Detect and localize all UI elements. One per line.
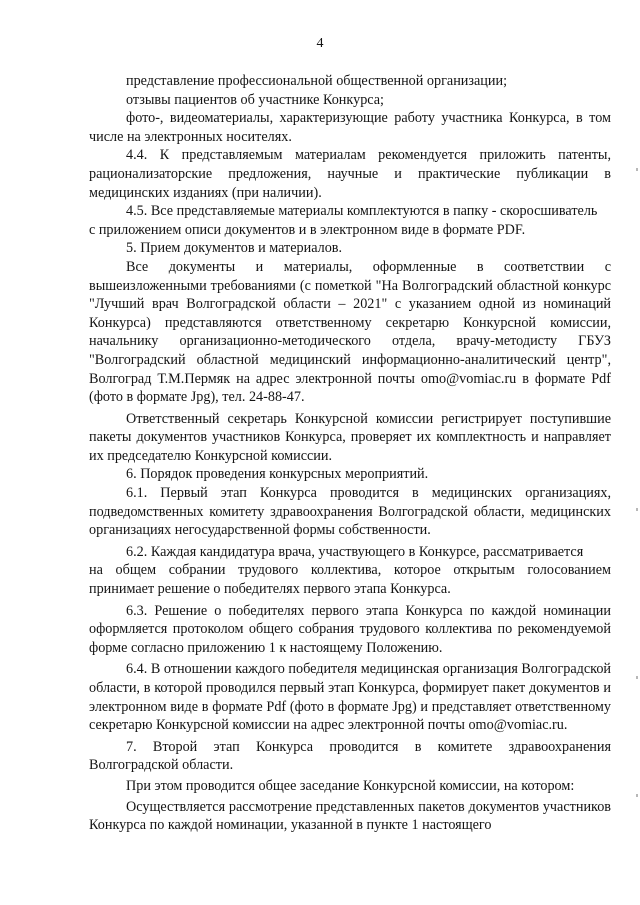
scan-edge-mark [636, 676, 638, 679]
paragraph-4-5: 4.5. Все представляемые материалы комплектуются в папку - скоросшиватель [126, 203, 598, 220]
scan-edge-mark [636, 794, 638, 797]
paragraph-4-5-continued: с приложением описи документов и в электронном виде в формате PDF. [89, 221, 526, 238]
paragraph-4-4: 4.4. К представляемым материалам рекомендуется приложить патенты, рационализаторские предложения, научные и практические публикации в медицинских изданиях (при наличии). [89, 147, 611, 201]
scan-edge-mark [636, 168, 638, 171]
document-body [89, 72, 611, 835]
paragraph-7-review: Осуществляется рассмотрение представленных пакетов документов участников Конкурса по каждой номинации, указанной в пункте 1 настоящего [89, 798, 611, 834]
paragraph-6-4: 6.4. В отношении каждого победителя медицинская организация Волгоградской области, в которой проводился первый этап Конкурса, формирует пакет документов и электронном виде в формате Pdf (фото в формате Jpg) и представляет ответственному секретарю Конкурсной комиссии на адрес электронной почты omo@vomiac.ru. [89, 661, 611, 734]
paragraph-patient-reviews: отзывы пациентов об участнике Конкурса; [126, 91, 384, 108]
paragraph-5-secretary: Ответственный секретарь Конкурсной комиссии регистрирует поступившие пакеты документов участников Конкурса, проверяет их комплектность и направляет их председателю Конкурсной комиссии. [89, 410, 611, 464]
paragraph-6-3: 6.3. Решение о победителях первого этапа Конкурса по каждой номинации оформляется протоколом общего собрания трудового коллектива по рекомендуемой форме согласно приложению 1 к настоящему Положению. [89, 602, 611, 656]
paragraph-5-submission: Все документы и материалы, оформленные в соответствии с вышеизложенными требованиями (с пометкой "На Волгоградский областной конкурс "Лучший врач Волгоградской области – 2021" с указанием одной из номинаций Конкурса) представляются ответственному секретарю Конкурсной комиссии, начальнику организационно-методического отдела, врачу-методисту ГБУЗ "Волгоградский областной медицинский информационно-аналитический центр", Волгоград Т.М.Пермяк на адрес электронной почты omo@vomiac.ru в формате Pdf (фото в формате Jpg), тел. 24-88-47. [89, 258, 611, 406]
scan-edge-mark [636, 508, 638, 511]
paragraph-6-2-continued: на общем собрании трудового коллектива, которое открытым голосованием принимает решение о победителях первого этапа Конкурса. [89, 562, 611, 598]
paragraph-6-1: 6.1. Первый этап Конкурса проводится в медицинских организациях, подведомственных комитету здравоохранения Волгоградской области, медицинских организациях негосударственной формы собственности. [89, 485, 611, 539]
section-heading-5: 5. Прием документов и материалов. [126, 240, 343, 257]
paragraph-7-meeting: При этом проводится общее заседание Конкурсной комиссии, на котором: [126, 777, 575, 794]
paragraph-6-2: 6.2. Каждая кандидатура врача, участвующего в Конкурсе, рассматривается [126, 543, 584, 560]
paragraph-7: 7. Второй этап Конкурса проводится в комитете здравоохранения Волгоградской области. [89, 738, 611, 774]
page-number: 4 [316, 36, 324, 51]
section-heading-6: 6. Порядок проведения конкурсных мероприятий. [126, 466, 429, 483]
paragraph-public-organization: представление профессиональной общественной организации; [126, 73, 508, 89]
paragraph-photo-video: фото-, видеоматериалы, характеризующие работу участника Конкурса, в том числе на электронных носителях. [89, 110, 611, 145]
